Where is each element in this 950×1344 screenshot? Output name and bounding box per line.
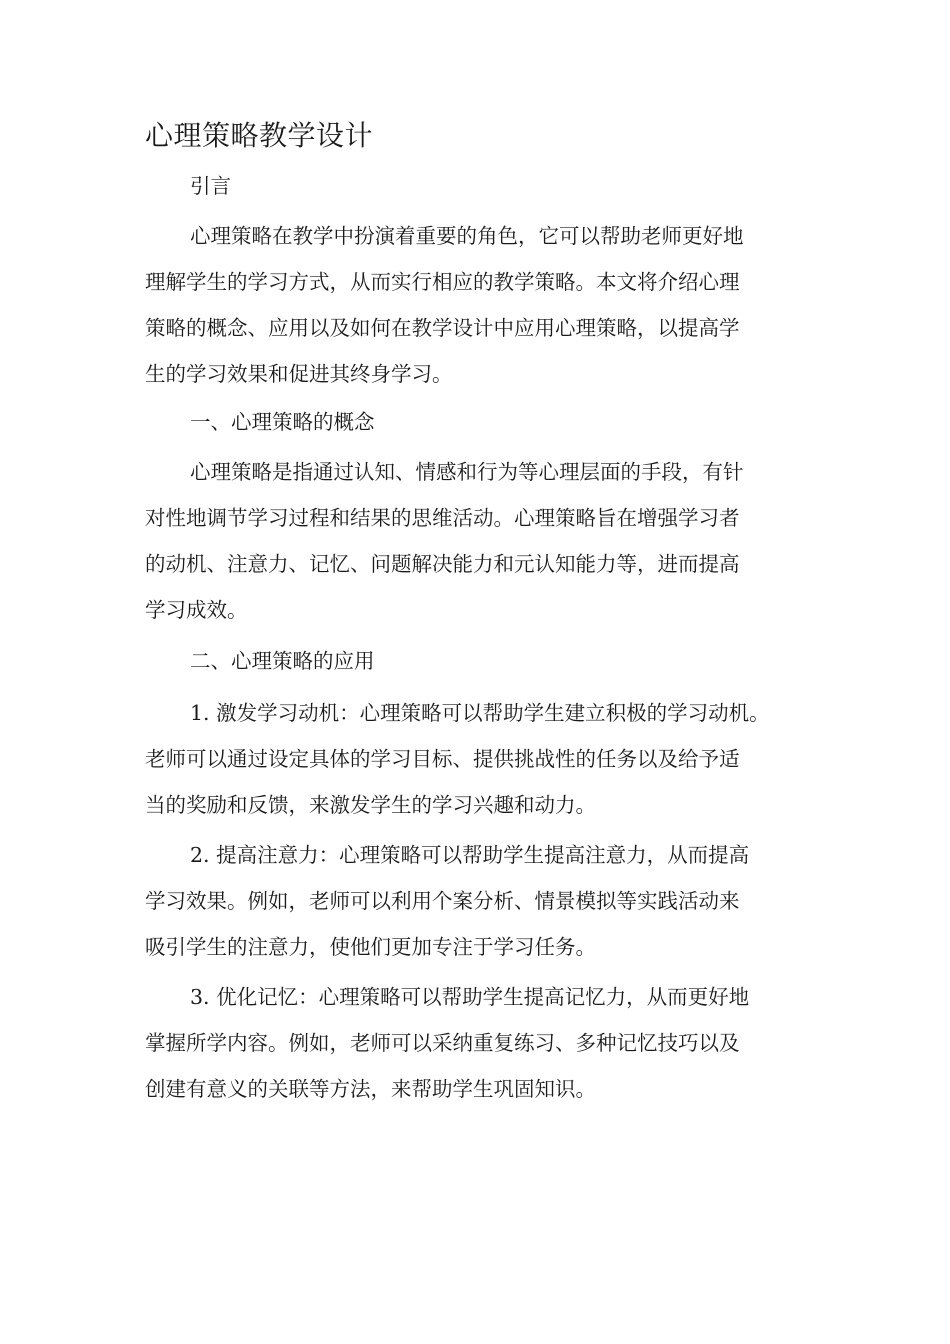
text-line: 2. 提高注意力：心理策略可以帮助学生提高注意力，从而提高	[190, 843, 750, 867]
text-line: 心理策略是指通过认知、情感和行为等心理层面的手段，有针	[190, 460, 744, 484]
text-line: 创建有意义的关联等方法，来帮助学生巩固知识。	[145, 1077, 596, 1101]
text-line: 的动机、注意力、记忆、问题解决能力和元认知能力等，进而提高	[145, 552, 740, 576]
intro-paragraph	[145, 213, 744, 397]
section-1-paragraph	[145, 449, 744, 633]
text-line: 学习成效。	[145, 598, 248, 622]
list-item-2	[145, 832, 749, 970]
text-line: 3. 优化记忆：心理策略可以帮助学生提高记忆力，从而更好地	[190, 985, 750, 1009]
text-line: 生的学习效果和促进其终身学习。	[145, 362, 453, 386]
text-line: 引言	[190, 174, 231, 198]
section-2-heading	[145, 638, 375, 684]
text-line: 对性地调节学习过程和结果的思维活动。心理策略旨在增强学习者	[145, 506, 740, 530]
section-1-heading	[145, 399, 375, 445]
document-title: 心理策略教学设计	[145, 119, 374, 152]
text-line: 理解学生的学习方式，从而实行相应的教学策略。本文将介绍心理	[145, 270, 740, 294]
text-line: 掌握所学内容。例如，老师可以采纳重复练习、多种记忆技巧以及	[145, 1031, 740, 1055]
text-line: 二、心理策略的应用	[190, 649, 375, 673]
text-line: 当的奖励和反馈，来激发学生的学习兴趣和动力。	[145, 793, 596, 817]
text-line: 策略的概念、应用以及如何在教学设计中应用心理策略，以提高学	[145, 316, 740, 340]
intro-heading	[145, 163, 231, 209]
text-line: 学习效果。例如，老师可以利用个案分析、情景模拟等实践活动来	[145, 889, 740, 913]
text-line: 1. 激发学习动机：心理策略可以帮助学生建立积极的学习动机。	[190, 701, 770, 725]
text-line: 吸引学生的注意力，使他们更加专注于学习任务。	[145, 935, 596, 959]
list-item-3	[145, 974, 749, 1112]
list-item-1	[145, 690, 770, 828]
text-line: 老师可以通过设定具体的学习目标、提供挑战性的任务以及给予适	[145, 747, 740, 771]
text-line: 心理策略在教学中扮演着重要的角色，它可以帮助老师更好地	[190, 224, 744, 248]
text-line: 一、心理策略的概念	[190, 410, 375, 434]
